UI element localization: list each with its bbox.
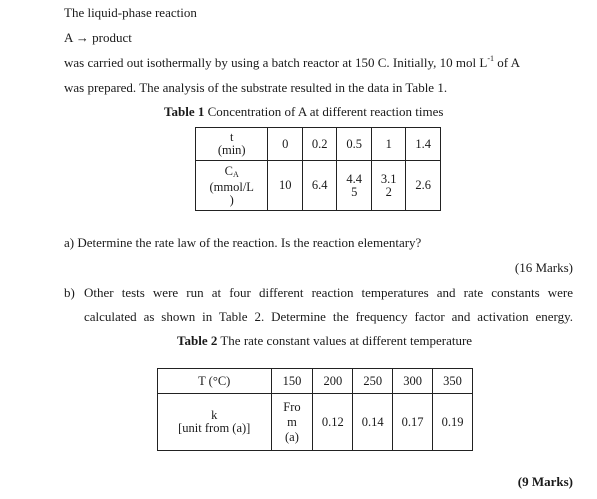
table-1-caption-text: Concentration of A at different reaction times [204,104,444,119]
rate-constant-header-unit: [unit from (a)] [178,421,251,435]
time-cell: 0.5 [337,128,372,161]
concentration-header-symbol: $C_A$ [224,163,239,179]
rate-constant-header-symbol: k [211,408,218,422]
rate-constant-cell: Fro m (a) [271,394,313,451]
table-1 [195,127,441,211]
time-cell: 0.2 [302,128,337,161]
rate-constant-header-cell [158,394,272,451]
time-header-symbol: t [229,130,234,144]
rate-constant-cell: 0.17 [393,394,433,451]
table-1-caption [164,104,443,120]
question-b-label: b) [64,285,75,300]
question-a-marks: (16 Marks) [514,260,573,275]
table-2-caption-text: The rate constant values at different temperature [217,333,473,348]
concentration-header-unit: (mmol/L [209,179,254,194]
intro-line-1: The liquid-phase reaction [64,5,197,20]
table-1-row-concentration [196,161,441,211]
rate-constant-cell: 0.19 [433,394,473,451]
temperature-cell: 300 [393,369,433,394]
temperature-header-cell: T (°C) [158,369,272,394]
question-b-line-1: Other tests were run at four different reaction temperatures and rate constants were [84,285,573,300]
concentration-cell: 3.1 2 [371,161,406,211]
question-b-marks: (9 Marks) [517,474,573,489]
concentration-header-cell [196,161,268,211]
concentration-cell: 6.4 [302,161,337,211]
concentration-header-unit-close: ) [229,192,234,207]
intro-line-3-text: was carried out isothermally by using a batch reactor at 150 C. Initially, 10 mol L [64,55,488,70]
concentration-cell: 2.6 [406,161,441,211]
temperature-cell: 150 [271,369,313,394]
intro-line-3-tail: of A [494,55,521,70]
time-header-cell [196,128,268,161]
question-a: a) Determine the rate law of the reaction. Is the reaction elementary? [64,235,422,250]
rate-constant-cell: 0.14 [353,394,393,451]
table-2-caption-label: Table 2 [177,333,218,348]
concentration-cell: 4.4 5 [337,161,372,211]
table-2 [157,368,473,451]
table-1-row-time [196,128,441,161]
temperature-cell: 200 [313,369,353,394]
question-b-line-2: calculated as shown in Table 2. Determine the frequency factor and activation energy. [84,309,573,324]
table-2-row-rate-constant [158,394,473,451]
intro-line-3 [64,55,520,71]
table-2-row-temperature [158,369,473,394]
reaction-equation: A → product [64,30,132,45]
table-2-caption [177,333,472,349]
time-cell: 0 [268,128,303,161]
table-1-caption-label: Table 1 [164,104,205,119]
concentration-cell: 10 [268,161,303,211]
unit-exponent: -1 [487,54,495,63]
temperature-cell: 350 [433,369,473,394]
intro-line-4: was prepared. The analysis of the substrate resulted in the data in Table 1. [64,80,448,95]
temperature-cell: 250 [353,369,393,394]
time-cell: 1 [371,128,406,161]
rate-constant-cell: 0.12 [313,394,353,451]
time-cell: 1.4 [406,128,441,161]
time-header-unit: (min) [217,143,246,157]
